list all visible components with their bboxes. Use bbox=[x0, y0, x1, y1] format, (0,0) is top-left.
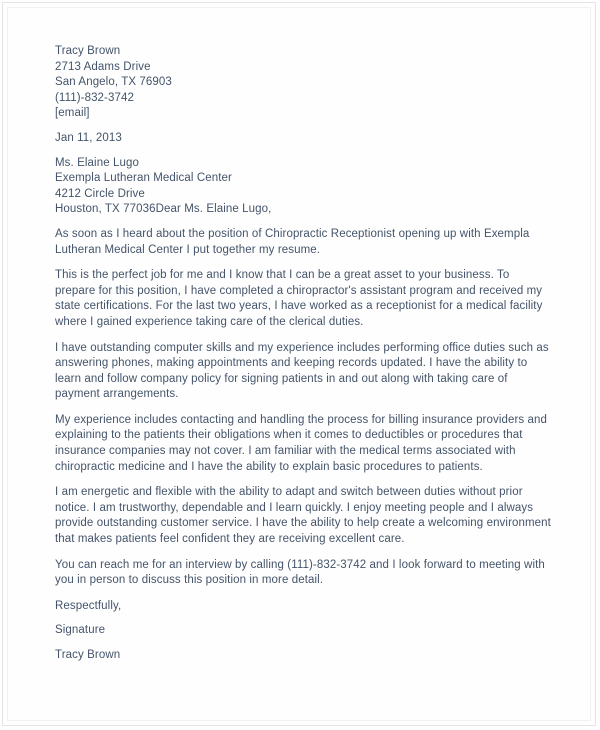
date-line: Jan 11, 2013 bbox=[55, 131, 122, 144]
recipient-name: Ms. Elaine Lugo bbox=[55, 156, 139, 169]
recipient-city-and-salutation: Houston, TX 77036Dear Ms. Elaine Lugo, bbox=[55, 203, 272, 216]
cover-letter bbox=[55, 44, 552, 673]
sender-email-placeholder: [email] bbox=[55, 107, 90, 120]
body-paragraph: I have outstanding computer skills and my experience includes performing office duties such as answering phones, making appointments and keeping records updated. I have the ability to learn and follow company policy for signing patients in and out along with taking care of payment arrangements. bbox=[55, 341, 549, 401]
sender-phone: (111)-832-3742 bbox=[55, 91, 134, 104]
sender-block bbox=[55, 44, 552, 122]
sender-name: Tracy Brown bbox=[55, 45, 121, 57]
body-paragraph: This is the perfect job for me and I know that I can be a great asset to your business. To prepare for this position, I have completed a chiropractor's assistant program and received my state certifications. For the last two years, I have worked as a receptionist for a medical facility where I gained experience taking care of the clerical duties. bbox=[55, 269, 543, 328]
sender-address-line2: San Angelo, TX 76903 bbox=[55, 76, 172, 89]
recipient-organization: Exempla Lutheran Medical Center bbox=[55, 172, 232, 185]
recipient-block bbox=[55, 156, 552, 218]
body-paragraph: You can reach me for an interview by calling (111)-832-3742 and I look forward to meeting with you in person to discuss this position in more detail. bbox=[55, 558, 545, 587]
signature-label: Signature bbox=[55, 624, 106, 637]
body-paragraph: I am energetic and flexible with the ability to adapt and switch between duties without prior notice. I am trustworthy, dependable and I learn quickly. I enjoy meeting people and I always provide outstanding customer service. I have the ability to help create a welcoming environment that makes patients feel confident they are receiving excellent care. bbox=[55, 486, 551, 546]
closing-line: Respectfully, bbox=[55, 599, 122, 612]
sender-address-line1: 2713 Adams Drive bbox=[55, 60, 151, 73]
signed-name: Tracy Brown bbox=[55, 649, 121, 661]
body-paragraph: As soon as I heard about the position of Chiropractic Receptionist opening up with Exempla Lutheran Medical Center I put together my resume. bbox=[55, 227, 530, 256]
recipient-address-line1: 4212 Circle Drive bbox=[55, 187, 145, 200]
body-paragraph: My experience includes contacting and handling the process for billing insurance providers and explaining to the patients their obligations when it comes to deductibles or procedures that insurance companies may not cover. I am familiar with the medical terms associated with chiropractic medicine and I have the ability to explain basic procedures to patients. bbox=[55, 413, 548, 473]
